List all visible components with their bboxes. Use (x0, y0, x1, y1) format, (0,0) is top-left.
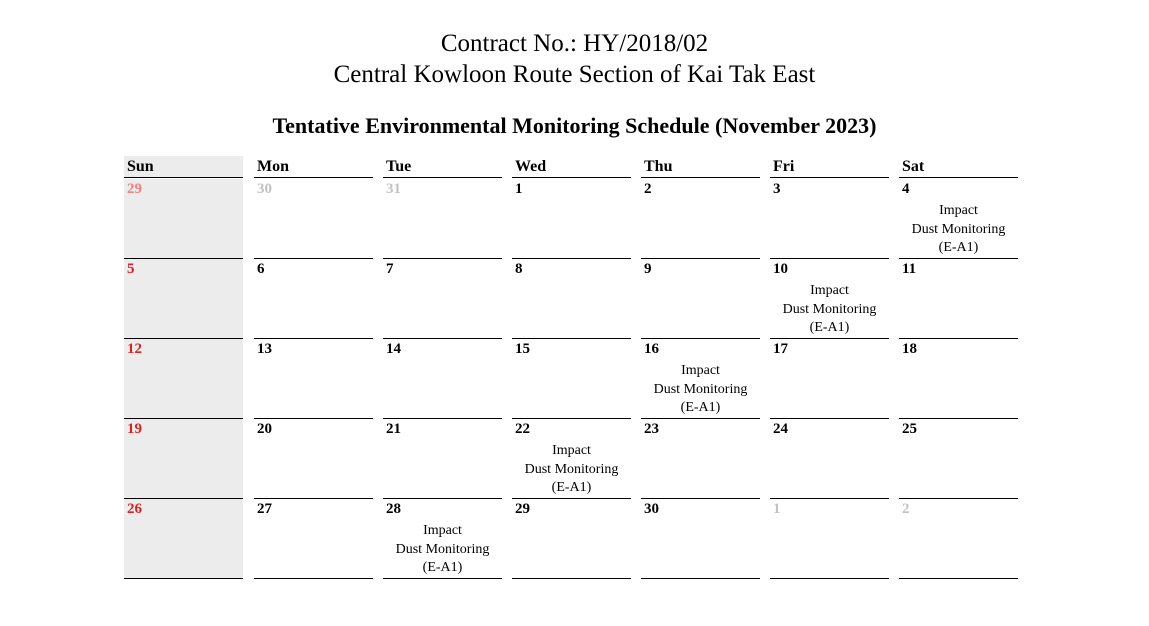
weekday-header-thu: Thu (641, 156, 760, 178)
day-cell (124, 339, 243, 419)
monitoring-event (899, 202, 1018, 258)
day-cell (899, 339, 1018, 419)
event-line: (E-A1) (422, 560, 463, 575)
day-cell (254, 259, 373, 339)
day-cell (124, 419, 243, 499)
day-cell (124, 499, 243, 579)
day-cell (254, 499, 373, 579)
event-line: Impact (423, 523, 462, 538)
day-cell (512, 499, 631, 579)
event-line: (E-A1) (551, 480, 592, 495)
day-number: 12 (127, 341, 142, 357)
day-cell (770, 179, 889, 259)
day-number: 3 (773, 181, 781, 197)
day-number: 18 (902, 341, 917, 357)
monitoring-event (770, 282, 889, 338)
event-line: Dust Monitoring (653, 381, 748, 397)
day-number: 5 (127, 261, 135, 277)
day-cell (641, 499, 760, 579)
day-cell (124, 179, 243, 259)
day-cell (899, 259, 1018, 339)
day-cell (254, 339, 373, 419)
day-number: 10 (773, 261, 788, 277)
day-cell (383, 499, 502, 579)
day-number: 2 (644, 181, 652, 197)
day-cell (512, 259, 631, 339)
day-cell (641, 259, 760, 339)
day-number: 29 (127, 181, 142, 197)
day-number: 19 (127, 421, 142, 437)
day-number: 23 (644, 421, 659, 437)
day-number: 8 (515, 261, 523, 277)
project-name: Central Kowloon Route Section of Kai Tak East (333, 61, 816, 88)
day-number: 20 (257, 421, 272, 437)
weekday-header-fri: Fri (770, 156, 889, 178)
day-cell (770, 499, 889, 579)
day-number: 26 (127, 501, 142, 517)
day-number: 1 (515, 181, 523, 197)
day-cell (254, 179, 373, 259)
day-number: 2 (902, 501, 910, 517)
weekday-header-sat: Sat (899, 156, 1018, 178)
weekday-header-mon: Mon (254, 156, 373, 178)
day-number: 1 (773, 501, 781, 517)
day-number: 6 (257, 261, 265, 277)
day-cell (383, 259, 502, 339)
day-cell (124, 259, 243, 339)
event-line: Impact (681, 363, 720, 378)
day-number: 25 (902, 421, 917, 437)
day-cell (641, 339, 760, 419)
event-line: Dust Monitoring (911, 221, 1006, 237)
day-number: 24 (773, 421, 788, 437)
day-number: 7 (386, 261, 394, 277)
day-cell (512, 419, 631, 499)
monitoring-event (641, 362, 760, 418)
event-line: Impact (552, 443, 591, 458)
day-cell (383, 339, 502, 419)
event-line: (E-A1) (809, 320, 850, 335)
day-number: 16 (644, 341, 659, 357)
day-number: 30 (644, 501, 659, 517)
event-line: (E-A1) (938, 240, 979, 255)
day-number: 22 (515, 421, 530, 437)
day-number: 9 (644, 261, 652, 277)
event-line: Dust Monitoring (782, 301, 877, 317)
day-number: 15 (515, 341, 530, 357)
day-cell (641, 179, 760, 259)
day-cell (770, 419, 889, 499)
day-number: 17 (773, 341, 788, 357)
event-line: Dust Monitoring (395, 541, 490, 557)
day-number: 13 (257, 341, 272, 357)
day-cell (254, 419, 373, 499)
day-cell (770, 259, 889, 339)
day-number: 30 (257, 181, 272, 197)
day-cell (512, 179, 631, 259)
day-number: 31 (386, 181, 401, 197)
day-cell (512, 339, 631, 419)
schedule-title: Tentative Environmental Monitoring Schedule (November 2023) (272, 113, 877, 138)
day-number: 27 (257, 501, 272, 517)
day-number: 29 (515, 501, 530, 517)
day-cell (899, 419, 1018, 499)
day-number: 28 (386, 501, 401, 517)
weekday-header-wed: Wed (512, 156, 631, 178)
event-line: Impact (939, 203, 978, 218)
weekday-header-sun: Sun (124, 156, 243, 178)
event-line: Dust Monitoring (524, 461, 619, 477)
day-cell (383, 419, 502, 499)
day-cell (383, 179, 502, 259)
monitoring-event (512, 442, 631, 498)
day-number: 14 (386, 341, 401, 357)
day-number: 4 (902, 181, 910, 197)
day-number: 21 (386, 421, 401, 437)
weekday-header-tue: Tue (383, 156, 502, 178)
event-line: (E-A1) (680, 400, 721, 415)
day-cell (899, 499, 1018, 579)
contract-number: Contract No.: HY/2018/02 (440, 30, 709, 57)
day-cell (770, 339, 889, 419)
day-cell (899, 179, 1018, 259)
event-line: Impact (810, 283, 849, 298)
day-cell (641, 419, 760, 499)
monitoring-event (383, 522, 502, 578)
day-number: 11 (902, 261, 917, 277)
